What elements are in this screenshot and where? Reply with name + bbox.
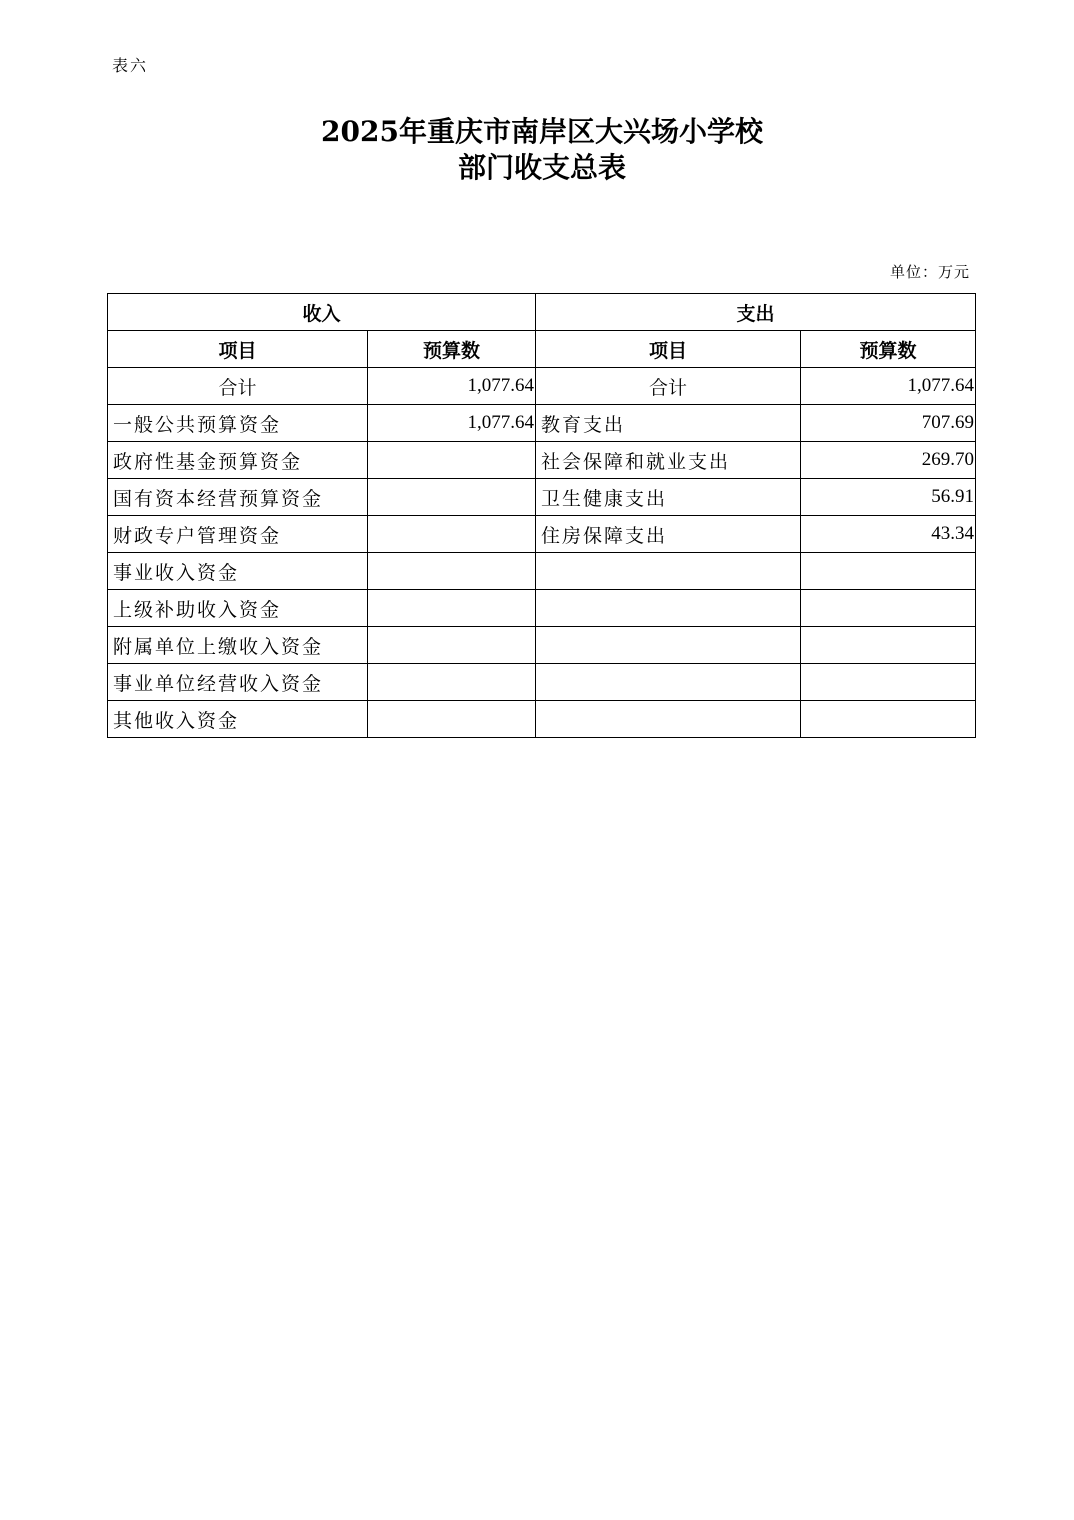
income-item: 事业收入资金 <box>108 553 368 590</box>
expense-value: 43.34 <box>801 516 976 553</box>
income-item: 财政专户管理资金 <box>108 516 368 553</box>
income-item: 政府性基金预算资金 <box>108 442 368 479</box>
income-item: 事业单位经营收入资金 <box>108 664 368 701</box>
income-value <box>368 627 536 664</box>
expense-item <box>536 664 801 701</box>
expense-item <box>536 701 801 738</box>
expense-value <box>801 590 976 627</box>
sheet-label: 表六 <box>112 56 149 75</box>
table-row <box>108 590 976 627</box>
expense-item: 住房保障支出 <box>536 516 801 553</box>
expense-item: 教育支出 <box>536 405 801 442</box>
income-value <box>368 553 536 590</box>
expense-item: 社会保障和就业支出 <box>536 442 801 479</box>
expense-item <box>536 590 801 627</box>
income-value <box>368 516 536 553</box>
income-item: 其他收入资金 <box>108 701 368 738</box>
table-row <box>108 405 976 442</box>
expense-value <box>801 627 976 664</box>
income-total-value: 1,077.64 <box>368 368 536 405</box>
expense-total-label: 合计 <box>536 368 801 405</box>
table-row <box>108 479 976 516</box>
expense-budget-column-header: 预算数 <box>801 331 976 368</box>
document-title: 2025年重庆市南岸区大兴场小学校 <box>321 115 763 148</box>
expense-item <box>536 553 801 590</box>
income-budget-column-header: 预算数 <box>368 331 536 368</box>
income-item-column-header: 项目 <box>108 331 368 368</box>
income-value <box>368 479 536 516</box>
expense-header: 支出 <box>536 294 976 331</box>
expense-item <box>536 627 801 664</box>
table-row <box>108 516 976 553</box>
total-row <box>108 368 976 405</box>
expense-value: 56.91 <box>801 479 976 516</box>
table-row <box>108 701 976 738</box>
income-item: 一般公共预算资金 <box>108 405 368 442</box>
table-subheader-row <box>108 331 976 368</box>
document-subtitle: 部门收支总表 <box>457 151 626 184</box>
expense-item: 卫生健康支出 <box>536 479 801 516</box>
table-row <box>108 664 976 701</box>
expense-total-value: 1,077.64 <box>801 368 976 405</box>
expense-value <box>801 664 976 701</box>
expense-value: 707.69 <box>801 405 976 442</box>
income-header: 收入 <box>108 294 536 331</box>
income-expense-table <box>107 293 976 738</box>
expense-value: 269.70 <box>801 442 976 479</box>
unit-label: 单位：万元 <box>889 263 970 281</box>
income-total-label: 合计 <box>108 368 368 405</box>
income-item: 附属单位上缴收入资金 <box>108 627 368 664</box>
expense-value <box>801 701 976 738</box>
income-item: 国有资本经营预算资金 <box>108 479 368 516</box>
income-item: 上级补助收入资金 <box>108 590 368 627</box>
table-header-row <box>108 294 976 331</box>
income-value <box>368 664 536 701</box>
income-value <box>368 590 536 627</box>
table-row <box>108 442 976 479</box>
income-value: 1,077.64 <box>368 405 536 442</box>
expense-value <box>801 553 976 590</box>
expense-item-column-header: 项目 <box>536 331 801 368</box>
income-value <box>368 442 536 479</box>
income-value <box>368 701 536 738</box>
table-row <box>108 553 976 590</box>
table-row <box>108 627 976 664</box>
